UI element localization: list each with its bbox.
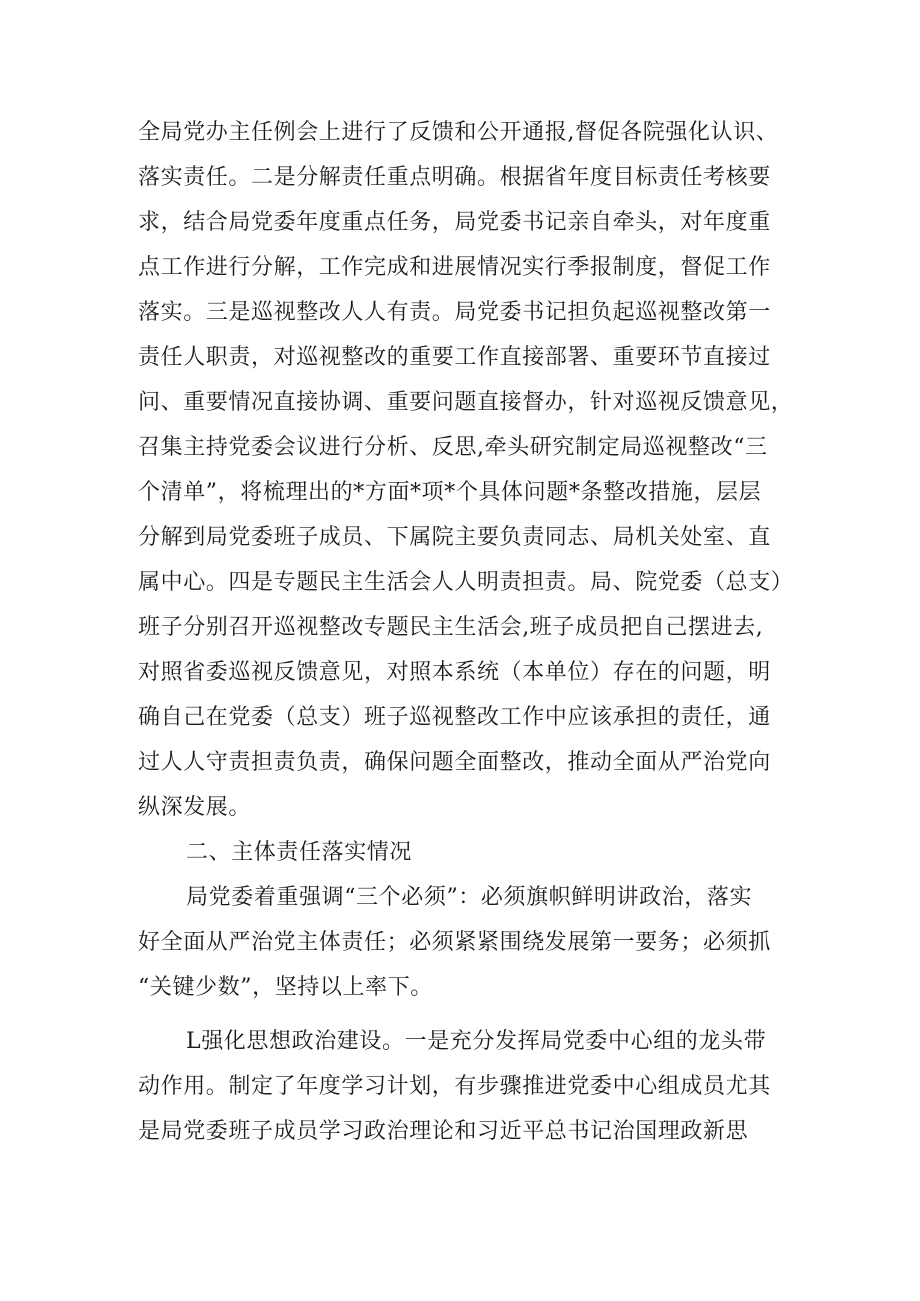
paragraph-line: 纵深发展。 bbox=[138, 795, 252, 820]
paragraph-line: 分解到局党委班子成员、下属院主要负责同志、局机关处室、直 bbox=[138, 525, 771, 550]
paragraph-line: 动作用。制定了年度学习计划，有步骤推进党委中心组成员尤其 bbox=[138, 1074, 771, 1099]
paragraph-line: 责任人职责，对巡视整改的重要工作直接部署、重要环节直接过 bbox=[138, 345, 771, 370]
paragraph-line: 个清单”，将梳理出的*方面*项*个具体问题*条整改措施，层层 bbox=[138, 480, 762, 505]
paragraph-line: L强化思想政治建设。一是充分发挥局党委中心组的龙头带 bbox=[186, 1029, 767, 1054]
paragraph-line: 好全面从严治党主体责任；必须紧紧围绕发展第一要务；必须抓 bbox=[138, 930, 771, 955]
paragraph-line: 是局党委班子成员学习政治理论和习近平总书记治国理政新思 bbox=[138, 1119, 749, 1144]
paragraph-line: 确自己在党委（总支）班子巡视整改工作中应该承担的责任，通 bbox=[138, 705, 771, 730]
paragraph-line: 全局党办主任例会上进行了反馈和公开通报,督促各院强化认识、 bbox=[138, 120, 779, 145]
paragraph-line: 对照省委巡视反馈意见，对照本系统（本单位）存在的问题，明 bbox=[138, 660, 771, 685]
paragraph-line: 落实责任。二是分解责任重点明确。根据省年度目标责任考核要 bbox=[138, 165, 771, 190]
paragraph-line: 属中心。四是专题民主生活会人人明责担责。局、院党委（总支） bbox=[138, 570, 794, 595]
paragraph-line: “关键少数”，坚持以上率下。 bbox=[138, 975, 433, 1000]
paragraph-line: 求，结合局党委年度重点任务，局党委书记亲自牵头，对年度重 bbox=[138, 210, 771, 235]
paragraph-line: 问、重要情况直接协调、重要问题直接督办，针对巡视反馈意见， bbox=[138, 390, 794, 415]
paragraph-line: 召集主持党委会议进行分析、反思,牵头研究制定局巡视整改“三 bbox=[138, 435, 768, 460]
paragraph-line: 班子分别召开巡视整改专题民主生活会,班子成员把自己摆进去, bbox=[138, 615, 764, 640]
paragraph-line: 局党委着重强调“三个必须”：必须旗帜鲜明讲政治，落实 bbox=[186, 885, 753, 910]
section-heading: 二、主体责任落实情况 bbox=[186, 840, 413, 865]
paragraph-line: 落实。三是巡视整改人人有责。局党委书记担负起巡视整改第一 bbox=[138, 300, 771, 325]
paragraph-line: 过人人守责担责负责，确保问题全面整改，推动全面从严治党向 bbox=[138, 750, 771, 775]
paragraph-line: 点工作进行分解，工作完成和进展情况实行季报制度，督促工作 bbox=[138, 255, 771, 280]
